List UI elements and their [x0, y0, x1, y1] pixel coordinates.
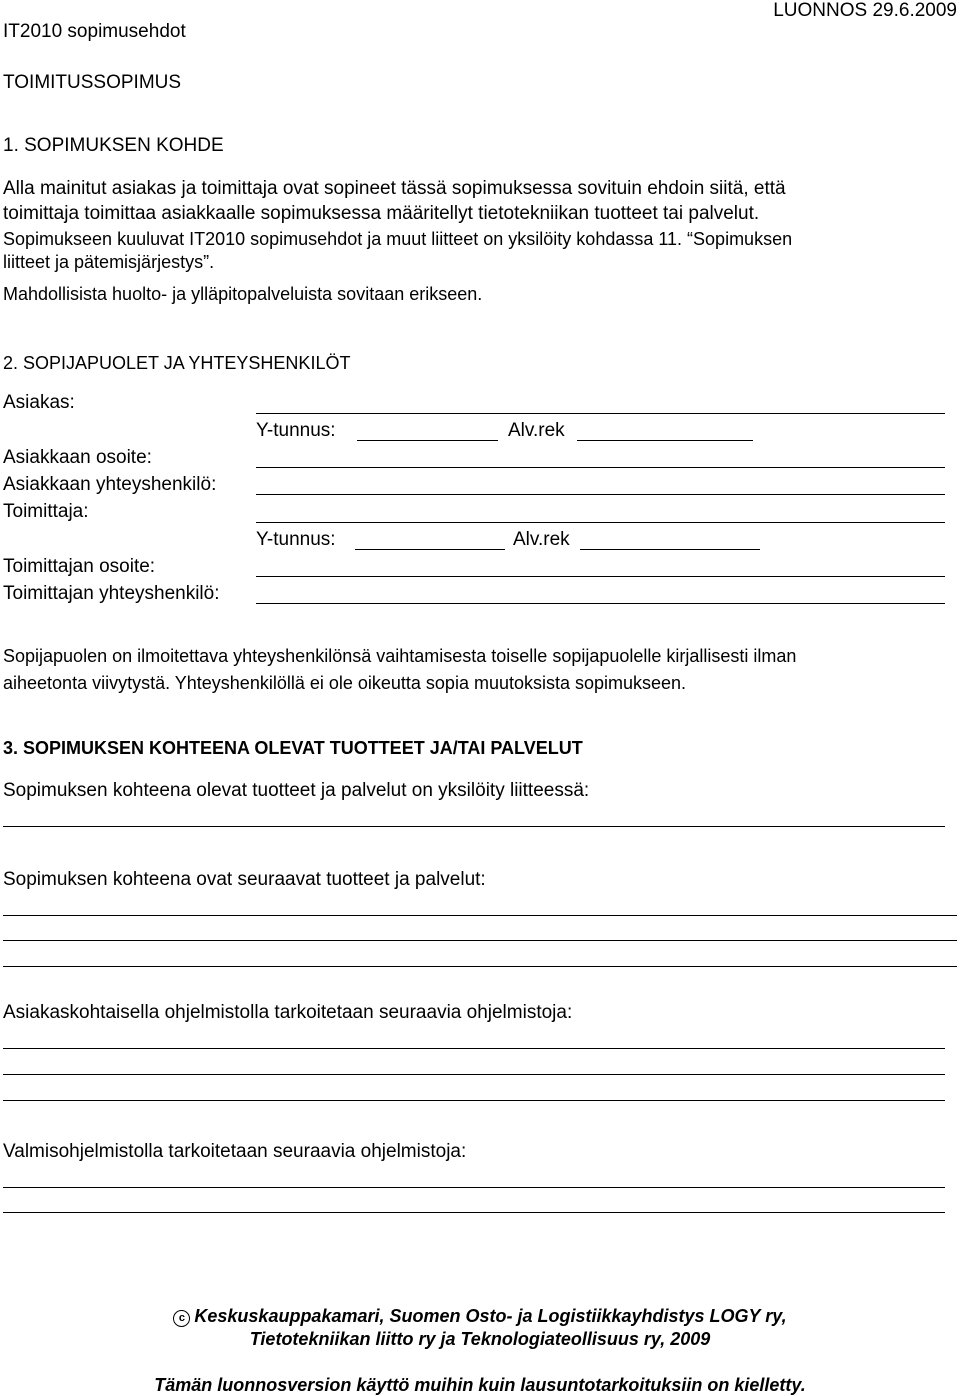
- field-products-line-3[interactable]: [3, 966, 957, 967]
- label-ytunnus-toimittaja: Y-tunnus:: [256, 529, 336, 550]
- field-ytunnus-toimittaja[interactable]: [355, 549, 505, 550]
- field-custom-software-line-1[interactable]: [3, 1048, 945, 1049]
- section3-question-packaged-software: Valmisohjelmistolla tarkoitetaan seuraavia ohjelmistoja:: [3, 1141, 467, 1162]
- field-alv-asiakas[interactable]: [577, 440, 753, 441]
- field-products-line-1[interactable]: [3, 915, 957, 916]
- label-ytunnus-asiakas: Y-tunnus:: [256, 420, 336, 441]
- section1-line3: Sopimukseen kuuluvat IT2010 sopimusehdot ja muut liitteet on yksilöity kohdassa 11. “Sopimuksen: [3, 229, 793, 249]
- label-asiakkaan-osoite: Asiakkaan osoite:: [3, 447, 152, 468]
- section3-question-attachment: Sopimuksen kohteena olevat tuotteet ja palvelut on yksilöity liitteessä:: [3, 780, 590, 801]
- field-asiakas[interactable]: [256, 413, 945, 414]
- section1-line5: Mahdollisista huolto- ja ylläpitopalveluista sovitaan erikseen.: [3, 284, 483, 304]
- field-asiakkaan-yhteyshenkilo[interactable]: [256, 494, 945, 495]
- label-alv-asiakas: Alv.rek: [508, 420, 565, 441]
- section1-line1: Alla mainitut asiakas ja toimittaja ovat sopineet tässä sopimuksessa sovituin ehdoin siitä, että: [3, 178, 786, 199]
- document-title: TOIMITUSSOPIMUS: [3, 72, 182, 93]
- header-document-name: IT2010 sopimusehdot: [3, 21, 186, 42]
- field-packaged-software-line-2[interactable]: [3, 1212, 945, 1213]
- section1-heading: 1. SOPIMUKSEN KOHDE: [3, 135, 224, 156]
- field-products-line-2[interactable]: [3, 940, 957, 941]
- field-attachment-line[interactable]: [3, 826, 945, 827]
- section2-heading: 2. SOPIJAPUOLET JA YHTEYSHENKILÖT: [3, 353, 351, 373]
- footer-copyright-line1: [0, 1305, 960, 1327]
- field-custom-software-line-3[interactable]: [3, 1100, 945, 1101]
- section3-question-products: Sopimuksen kohteena ovat seuraavat tuotteet ja palvelut:: [3, 869, 486, 890]
- section1-line4: liitteet ja pätemisjärjestys”.: [3, 252, 215, 272]
- label-alv-toimittaja: Alv.rek: [513, 529, 570, 550]
- label-toimittaja: Toimittaja:: [3, 501, 89, 522]
- footer-disclaimer: Tämän luonnosversion käyttö muihin kuin lausuntotarkoituksiin on kielletty.: [154, 1375, 806, 1395]
- field-ytunnus-asiakas[interactable]: [357, 440, 498, 441]
- field-toimittajan-osoite[interactable]: [256, 576, 945, 577]
- section2-note-line2: aiheetonta viivytystä. Yhteyshenkilöllä ei ole oikeutta sopia muutoksista sopimukseen.: [3, 673, 687, 693]
- field-alv-toimittaja[interactable]: [580, 549, 760, 550]
- label-toimittajan-osoite: Toimittajan osoite:: [3, 556, 156, 577]
- footer-copyright-line2: Tietotekniikan liitto ry ja Teknologiateollisuus ry, 2009: [249, 1329, 711, 1349]
- copyright-icon: c: [173, 1310, 190, 1327]
- field-toimittaja[interactable]: [256, 522, 945, 523]
- section3-question-custom-software: Asiakaskohtaisella ohjelmistolla tarkoitetaan seuraavia ohjelmistoja:: [3, 1002, 573, 1023]
- section3-heading: 3. SOPIMUKSEN KOHTEENA OLEVAT TUOTTEET JA/TAI PALVELUT: [3, 738, 583, 758]
- section2-note-line1: Sopijapuolen on ilmoitettava yhteyshenkilönsä vaihtamisesta toiselle sopijapuolelle kirjallisesti ilman: [3, 646, 797, 666]
- header-draft-date: LUONNOS 29.6.2009: [773, 0, 957, 21]
- field-asiakkaan-osoite[interactable]: [256, 467, 945, 468]
- footer-line1-text: Keskuskauppakamari, Suomen Osto- ja Logistiikkayhdistys LOGY ry,: [194, 1306, 787, 1326]
- label-toimittajan-yhteyshenkilo: Toimittajan yhteyshenkilö:: [3, 583, 220, 604]
- field-toimittajan-yhteyshenkilo[interactable]: [256, 603, 945, 604]
- label-asiakkaan-yhteyshenkilo: Asiakkaan yhteyshenkilö:: [3, 474, 217, 495]
- field-custom-software-line-2[interactable]: [3, 1074, 945, 1075]
- field-packaged-software-line-1[interactable]: [3, 1187, 945, 1188]
- section1-line2: toimittaja toimittaa asiakkaalle sopimuksessa määritellyt tietotekniikan tuotteet tai palvelut.: [3, 203, 760, 224]
- label-asiakas: Asiakas:: [3, 392, 75, 413]
